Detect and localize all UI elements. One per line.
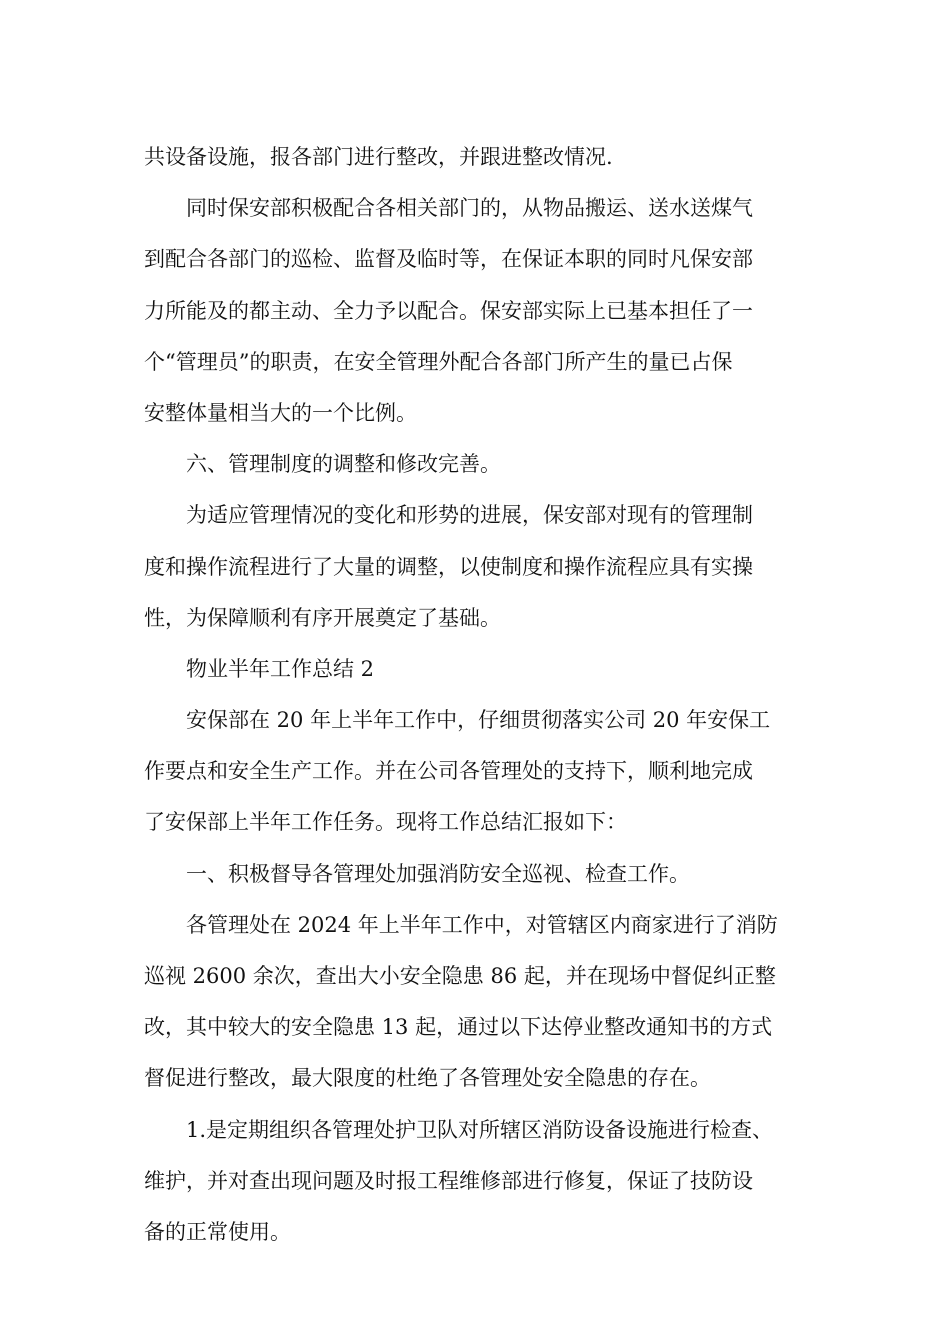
paragraph-start-line: 为适应管理情况的变化和形势的进展，保安部对现有的管理制 (186, 503, 753, 528)
text-line: 了安保部上半年工作任务。现将工作总结汇报如下： (144, 810, 627, 835)
text-line: 共设备设施，报各部门进行整改，并跟进整改情况. (144, 145, 613, 169)
paragraph-start-line: 安保部在 20 年上半年工作中，仔细贯彻落实公司 20 年安保工 (186, 708, 771, 733)
text-line: 作要点和安全生产工作。并在公司各管理处的支持下，顺利地完成 (144, 759, 753, 784)
text-line: 性，为保障顺利有序开展奠定了基础。 (144, 605, 501, 630)
text-line: 维护，并对查出现问题及时报工程维修部进行修复，保证了技防设 (144, 1168, 753, 1193)
text-line: 督促进行整改，最大限度的杜绝了各管理处安全隐患的存在。 (144, 1066, 711, 1091)
text-line: 改，其中较大的安全隐患 13 起，通过以下达停业整改通知书的方式 (144, 1015, 773, 1040)
list-item-line: 1.是定期组织各管理处护卫队对所辖区消防设备设施进行检查、 (186, 1117, 774, 1142)
document-body (144, 132, 809, 1258)
text-line: 安整体量相当大的一个比例。 (144, 400, 417, 425)
text-line: 到配合各部门的巡检、监督及临时等，在保证本职的同时凡保安部 (144, 247, 753, 272)
paragraph-start-line: 各管理处在 2024 年上半年工作中，对管辖区内商家进行了消防 (186, 912, 778, 937)
document-subtitle: 物业半年工作总结 2 (186, 656, 375, 681)
paragraph-start-line: 同时保安部积极配合各相关部门的，从物品搬运、送水送煤气 (186, 196, 753, 221)
text-line: 巡视 2600 余次，查出大小安全隐患 86 起，并在现场中督促纠正整 (144, 964, 776, 988)
section-heading: 六、管理制度的调整和修改完善。 (186, 452, 501, 477)
text-line: 备的正常使用。 (144, 1219, 291, 1244)
text-line: 度和操作流程进行了大量的调整，以使制度和操作流程应具有实操 (144, 554, 753, 579)
text-line: 个“管理员”的职责，在安全管理外配合各部门所产生的量已占保 (144, 349, 733, 374)
text-line: 力所能及的都主动、全力予以配合。保安部实际上已基本担任了一 (144, 298, 753, 323)
section-heading: 一、积极督导各管理处加强消防安全巡视、检查工作。 (186, 861, 690, 886)
